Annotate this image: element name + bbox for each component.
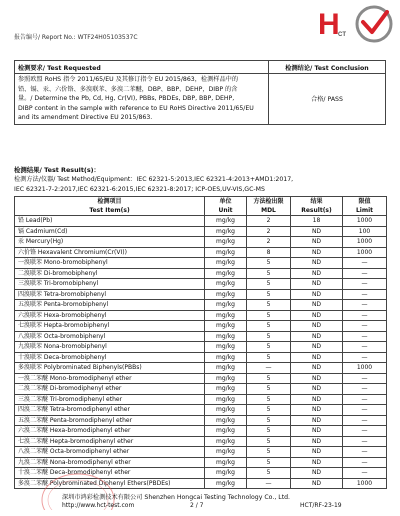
result-limit: — <box>343 300 387 311</box>
test-requested-header: 检测要求/ Test Requested <box>15 61 269 74</box>
result-limit: 1000 <box>343 363 387 374</box>
result-unit: mg/kg <box>205 226 247 237</box>
result-limit: — <box>343 279 387 290</box>
table-row <box>15 247 387 258</box>
result-limit: — <box>343 468 387 479</box>
result-value: ND <box>291 258 343 269</box>
result-unit: mg/kg <box>205 321 247 332</box>
result-item: 九溴联苯 Nona-bromobiphenyl <box>15 342 205 353</box>
result-unit: mg/kg <box>205 216 247 227</box>
result-limit: 1000 <box>343 237 387 248</box>
result-unit: mg/kg <box>205 237 247 248</box>
result-mdl: 5 <box>247 331 291 342</box>
result-limit: — <box>343 352 387 363</box>
result-unit: mg/kg <box>205 373 247 384</box>
table-row <box>15 342 387 353</box>
result-item: 三溴联苯 Tri-bromobiphenyl <box>15 279 205 290</box>
result-value: ND <box>291 268 343 279</box>
result-value: ND <box>291 394 343 405</box>
result-unit: mg/kg <box>205 426 247 437</box>
table-row <box>15 394 387 405</box>
result-value: ND <box>291 478 343 489</box>
result-item: 六溴二苯醚 Hexa-bromodiphenyl ether <box>15 426 205 437</box>
table-row <box>15 331 387 342</box>
result-item: 十溴联苯 Deca-bromobiphenyl <box>15 352 205 363</box>
table-row <box>15 447 387 458</box>
result-limit: — <box>343 268 387 279</box>
result-mdl: 5 <box>247 352 291 363</box>
header-cn: 方法检出限 <box>253 198 284 205</box>
result-item: 九溴二苯醚 Nona-bromodiphenyl ether <box>15 457 205 468</box>
results-header-row <box>15 197 387 216</box>
result-mdl: 5 <box>247 373 291 384</box>
result-item: 多溴联苯 Polybrominated Biphenyls(PBBs) <box>15 363 205 374</box>
table-row <box>15 384 387 395</box>
header-cn: 检测项目 <box>97 198 122 205</box>
result-item: 一溴联苯 Mono-bromobiphenyl <box>15 258 205 269</box>
request-line: 量。/ Determine the Pb, Cd, Hg, Cr(VI), PBBs, PBDEs, DBP, BBP, DEHP, <box>18 95 235 103</box>
result-limit: — <box>343 447 387 458</box>
result-mdl: 2 <box>247 226 291 237</box>
result-value: ND <box>291 226 343 237</box>
result-item: 六价铬 Hexavalent Chromium(Cr(VI)) <box>15 247 205 258</box>
table-row <box>15 352 387 363</box>
result-limit: 1000 <box>343 247 387 258</box>
header-cn: 单位 <box>219 198 232 205</box>
result-mdl: 5 <box>247 457 291 468</box>
results-title: 检测结果/ Test Result(s)： <box>14 166 100 174</box>
result-limit: — <box>343 342 387 353</box>
result-mdl: 8 <box>247 247 291 258</box>
result-item: 二溴二苯醚 Di-bromodiphenyl ether <box>15 384 205 395</box>
result-unit: mg/kg <box>205 468 247 479</box>
result-item: 八溴联苯 Octa-bromobiphenyl <box>15 331 205 342</box>
result-mdl: 5 <box>247 258 291 269</box>
result-item: 汞 Mercury(Hg) <box>15 237 205 248</box>
table-row <box>15 268 387 279</box>
report-number: 报告编号/ Report No.: WTF24H05103537C <box>14 34 138 41</box>
result-limit: — <box>343 405 387 416</box>
result-unit: mg/kg <box>205 258 247 269</box>
result-value: ND <box>291 373 343 384</box>
result-mdl: 5 <box>247 394 291 405</box>
request-line: 参照欧盟 RoHS 指令 2011/65/EU 及其修订指令 EU 2015/863，检测样品中的 <box>18 76 239 83</box>
result-unit: mg/kg <box>205 289 247 300</box>
table-row <box>15 279 387 290</box>
result-unit: mg/kg <box>205 279 247 290</box>
table-row <box>15 289 387 300</box>
result-item: 七溴二苯醚 Hepta-bromodiphenyl ether <box>15 436 205 447</box>
result-mdl: 5 <box>247 436 291 447</box>
result-item: 十溴二苯醚 Deca-bromodiphenyl ether <box>15 468 205 479</box>
result-limit: — <box>343 394 387 405</box>
logo-letter-h: H <box>318 8 340 41</box>
result-unit: mg/kg <box>205 247 247 258</box>
result-limit: — <box>343 373 387 384</box>
result-limit: — <box>343 289 387 300</box>
result-item: 三溴二苯醚 Tri-bromodiphenyl ether <box>15 394 205 405</box>
test-conclusion-value: 合格/ PASS <box>269 74 386 125</box>
result-unit: mg/kg <box>205 415 247 426</box>
result-item: 六溴联苯 Hexa-bromobiphenyl <box>15 310 205 321</box>
result-unit: mg/kg <box>205 352 247 363</box>
result-mdl: 5 <box>247 468 291 479</box>
result-mdl: — <box>247 478 291 489</box>
result-mdl: — <box>247 363 291 374</box>
result-item: 二溴联苯 Di-bromobiphenyl <box>15 268 205 279</box>
result-limit: — <box>343 426 387 437</box>
result-value: ND <box>291 279 343 290</box>
results-table <box>14 196 387 489</box>
result-value: ND <box>291 384 343 395</box>
request-line: 铅、镉、汞、六价铬、多溴联苯、多溴二苯醚，DBP、BBP、DEHP，DIBP 的含 <box>18 85 238 93</box>
result-mdl: 5 <box>247 300 291 311</box>
result-mdl: 5 <box>247 321 291 332</box>
result-item: 五溴二苯醚 Penta-bromodiphenyl ether <box>15 415 205 426</box>
result-item: 一溴二苯醚 Mono-bromodiphenyl ether <box>15 373 205 384</box>
results-column-header <box>343 197 387 216</box>
result-mdl: 5 <box>247 342 291 353</box>
result-unit: mg/kg <box>205 300 247 311</box>
table-row <box>15 237 387 248</box>
footer-url[interactable]: http://www.hct-test.com <box>62 502 135 509</box>
result-mdl: 5 <box>247 268 291 279</box>
table-row <box>15 373 387 384</box>
result-value: ND <box>291 247 343 258</box>
result-item: 四溴二苯醚 Tetra-bromodiphenyl ether <box>15 405 205 416</box>
table-row <box>15 321 387 332</box>
result-value: ND <box>291 457 343 468</box>
result-limit: 1000 <box>343 216 387 227</box>
result-limit: 1000 <box>343 478 387 489</box>
result-mdl: 5 <box>247 405 291 416</box>
results-column-header <box>291 197 343 216</box>
request-line: and its amendment Directive EU 2015/863. <box>18 114 153 122</box>
result-unit: mg/kg <box>205 405 247 416</box>
results-column-header <box>247 197 291 216</box>
result-item: 七溴联苯 Hepta-bromobiphenyl <box>15 321 205 332</box>
result-mdl: 2 <box>247 216 291 227</box>
result-value: ND <box>291 436 343 447</box>
result-mdl: 2 <box>247 237 291 248</box>
results-column-header <box>205 197 247 216</box>
result-limit: — <box>343 331 387 342</box>
result-value: ND <box>291 321 343 332</box>
result-unit: mg/kg <box>205 436 247 447</box>
result-value: ND <box>291 415 343 426</box>
result-value: ND <box>291 310 343 321</box>
result-unit: mg/kg <box>205 447 247 458</box>
results-body <box>15 216 387 489</box>
result-value: ND <box>291 426 343 437</box>
table-row <box>15 300 387 311</box>
test-request-table <box>14 60 386 125</box>
test-method <box>14 175 386 195</box>
result-value: ND <box>291 447 343 458</box>
result-limit: — <box>343 457 387 468</box>
results-column-header <box>15 197 205 216</box>
result-unit: mg/kg <box>205 363 247 374</box>
table-row <box>15 436 387 447</box>
result-item: 五溴联苯 Penta-bromobiphenyl <box>15 300 205 311</box>
result-limit: — <box>343 415 387 426</box>
result-unit: mg/kg <box>205 478 247 489</box>
method-line: IEC 62321-7-2:2017,IEC 62321-6:2015,IEC 62321-8:2017; ICP-OES,UV-VIS,GC-MS <box>14 186 265 193</box>
result-value: ND <box>291 363 343 374</box>
table-row <box>15 426 387 437</box>
logo-letter-ct: CT <box>338 32 346 38</box>
result-unit: mg/kg <box>205 268 247 279</box>
result-value: ND <box>291 237 343 248</box>
result-item: 多溴二苯醚 Polybrominated Diphenyl Ethers(PBDEs) <box>15 478 205 489</box>
result-value: ND <box>291 405 343 416</box>
result-unit: mg/kg <box>205 394 247 405</box>
result-unit: mg/kg <box>205 310 247 321</box>
table-row <box>15 363 387 374</box>
result-unit: mg/kg <box>205 384 247 395</box>
result-mdl: 5 <box>247 289 291 300</box>
test-requested-text <box>15 74 269 125</box>
header-en: Test Item(s) <box>89 207 130 214</box>
header-en: MDL <box>261 207 276 214</box>
result-limit: — <box>343 384 387 395</box>
result-item: 四溴联苯 Tetra-bromobiphenyl <box>15 289 205 300</box>
result-mdl: 5 <box>247 279 291 290</box>
result-item: 八溴二苯醚 Octa-bromodiphenyl ether <box>15 447 205 458</box>
header-en: Limit <box>355 207 374 214</box>
result-value: ND <box>291 352 343 363</box>
result-value: ND <box>291 342 343 353</box>
table-row <box>15 415 387 426</box>
table-row <box>15 405 387 416</box>
header-en: Result(s) <box>301 207 332 214</box>
header-cn: 限值 <box>358 198 371 205</box>
header-en: Unit <box>218 207 233 214</box>
form-code: HCT/RF-23-19 <box>300 502 342 509</box>
result-value: ND <box>291 289 343 300</box>
header-cn: 结果 <box>310 198 323 205</box>
result-mdl: 5 <box>247 426 291 437</box>
company-logo <box>316 2 396 46</box>
footer-company: 深圳市鸿彩检测技术有限公司 Shenzhen Hongcai Testing Technology Co., Ltd. <box>62 494 291 501</box>
request-line: DIBP content in the sample with reference to EU RoHS Directive 2011/65/EU <box>18 104 254 112</box>
result-value: ND <box>291 331 343 342</box>
result-mdl: 5 <box>247 310 291 321</box>
table-row <box>15 258 387 269</box>
result-limit: — <box>343 310 387 321</box>
table-row <box>15 310 387 321</box>
result-mdl: 5 <box>247 384 291 395</box>
page-number: 2 / 7 <box>190 502 204 509</box>
result-mdl: 5 <box>247 447 291 458</box>
result-item: 铅 Lead(Pb) <box>15 216 205 227</box>
table-row <box>15 457 387 468</box>
result-limit: — <box>343 321 387 332</box>
result-item: 镉 Cadmium(Cd) <box>15 226 205 237</box>
table-row <box>15 226 387 237</box>
result-value: 18 <box>291 216 343 227</box>
result-value: ND <box>291 300 343 311</box>
result-unit: mg/kg <box>205 331 247 342</box>
test-conclusion-header: 检测结论/ Test Conclusion <box>269 61 386 74</box>
result-value: ND <box>291 468 343 479</box>
result-unit: mg/kg <box>205 342 247 353</box>
result-limit: — <box>343 436 387 447</box>
result-limit: 100 <box>343 226 387 237</box>
table-row <box>15 216 387 227</box>
result-limit: — <box>343 258 387 269</box>
result-mdl: 5 <box>247 415 291 426</box>
method-line: 检测方法/仪器/ Test Method/Equipment：IEC 62321-5:2013,IEC 62321-4:2013+AMD1:2017, <box>14 176 294 183</box>
result-unit: mg/kg <box>205 457 247 468</box>
